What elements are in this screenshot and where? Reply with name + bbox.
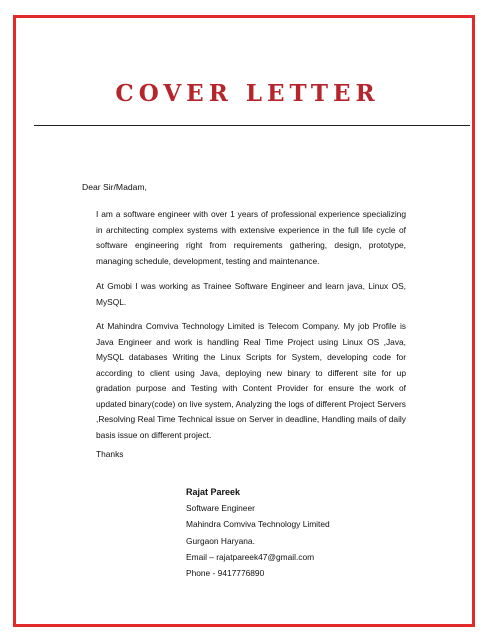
paragraph-gmobi: At Gmobi I was working as Trainee Software Engineer and learn java, Linux OS, MySQL. (96, 281, 406, 307)
signature-role: Software Engineer (186, 503, 255, 514)
paragraph-comviva: At Mahindra Comviva Technology Limited is Telecom Company. My job Profile is Java Engineer and work is handling Real Time Project using Linux OS ,Java, MySQL databases Writing the Linux Scripts for System, developing code for according to client using Java, deploying new binary to different site for up gradation purpose and Testing with Content Provider for ensure the work of updated binary(code) on live system, Analyzing the logs of different Project Servers ,Resolving Real Time Technical issue on Server in deadline, Handling mails of daily basis issue on different project. (96, 321, 406, 440)
signature-company: Mahindra Comviva Technology Limited (186, 519, 330, 530)
signature-email: Email – rajatpareek47@gmail.com (186, 551, 315, 562)
document-title: COVER LETTER (115, 80, 380, 107)
salutation: Dear Sir/Madam, (82, 182, 147, 192)
title-divider (34, 125, 470, 126)
signature-name: Rajat Pareek (186, 487, 241, 497)
signature-block (186, 484, 386, 579)
closing: Thanks (96, 449, 124, 459)
paragraph-experience: I am a software engineer with over 1 years of professional experience specializing in architecting complex systems with extensive experience in the full life cycle of software engineering right from requirements gathering, design, prototype, managing schedule, development, testing and maintenance. (96, 209, 406, 266)
signature-phone: Phone - 9417776890 (186, 568, 265, 579)
signature-location: Gurgaon Haryana. (186, 535, 255, 546)
